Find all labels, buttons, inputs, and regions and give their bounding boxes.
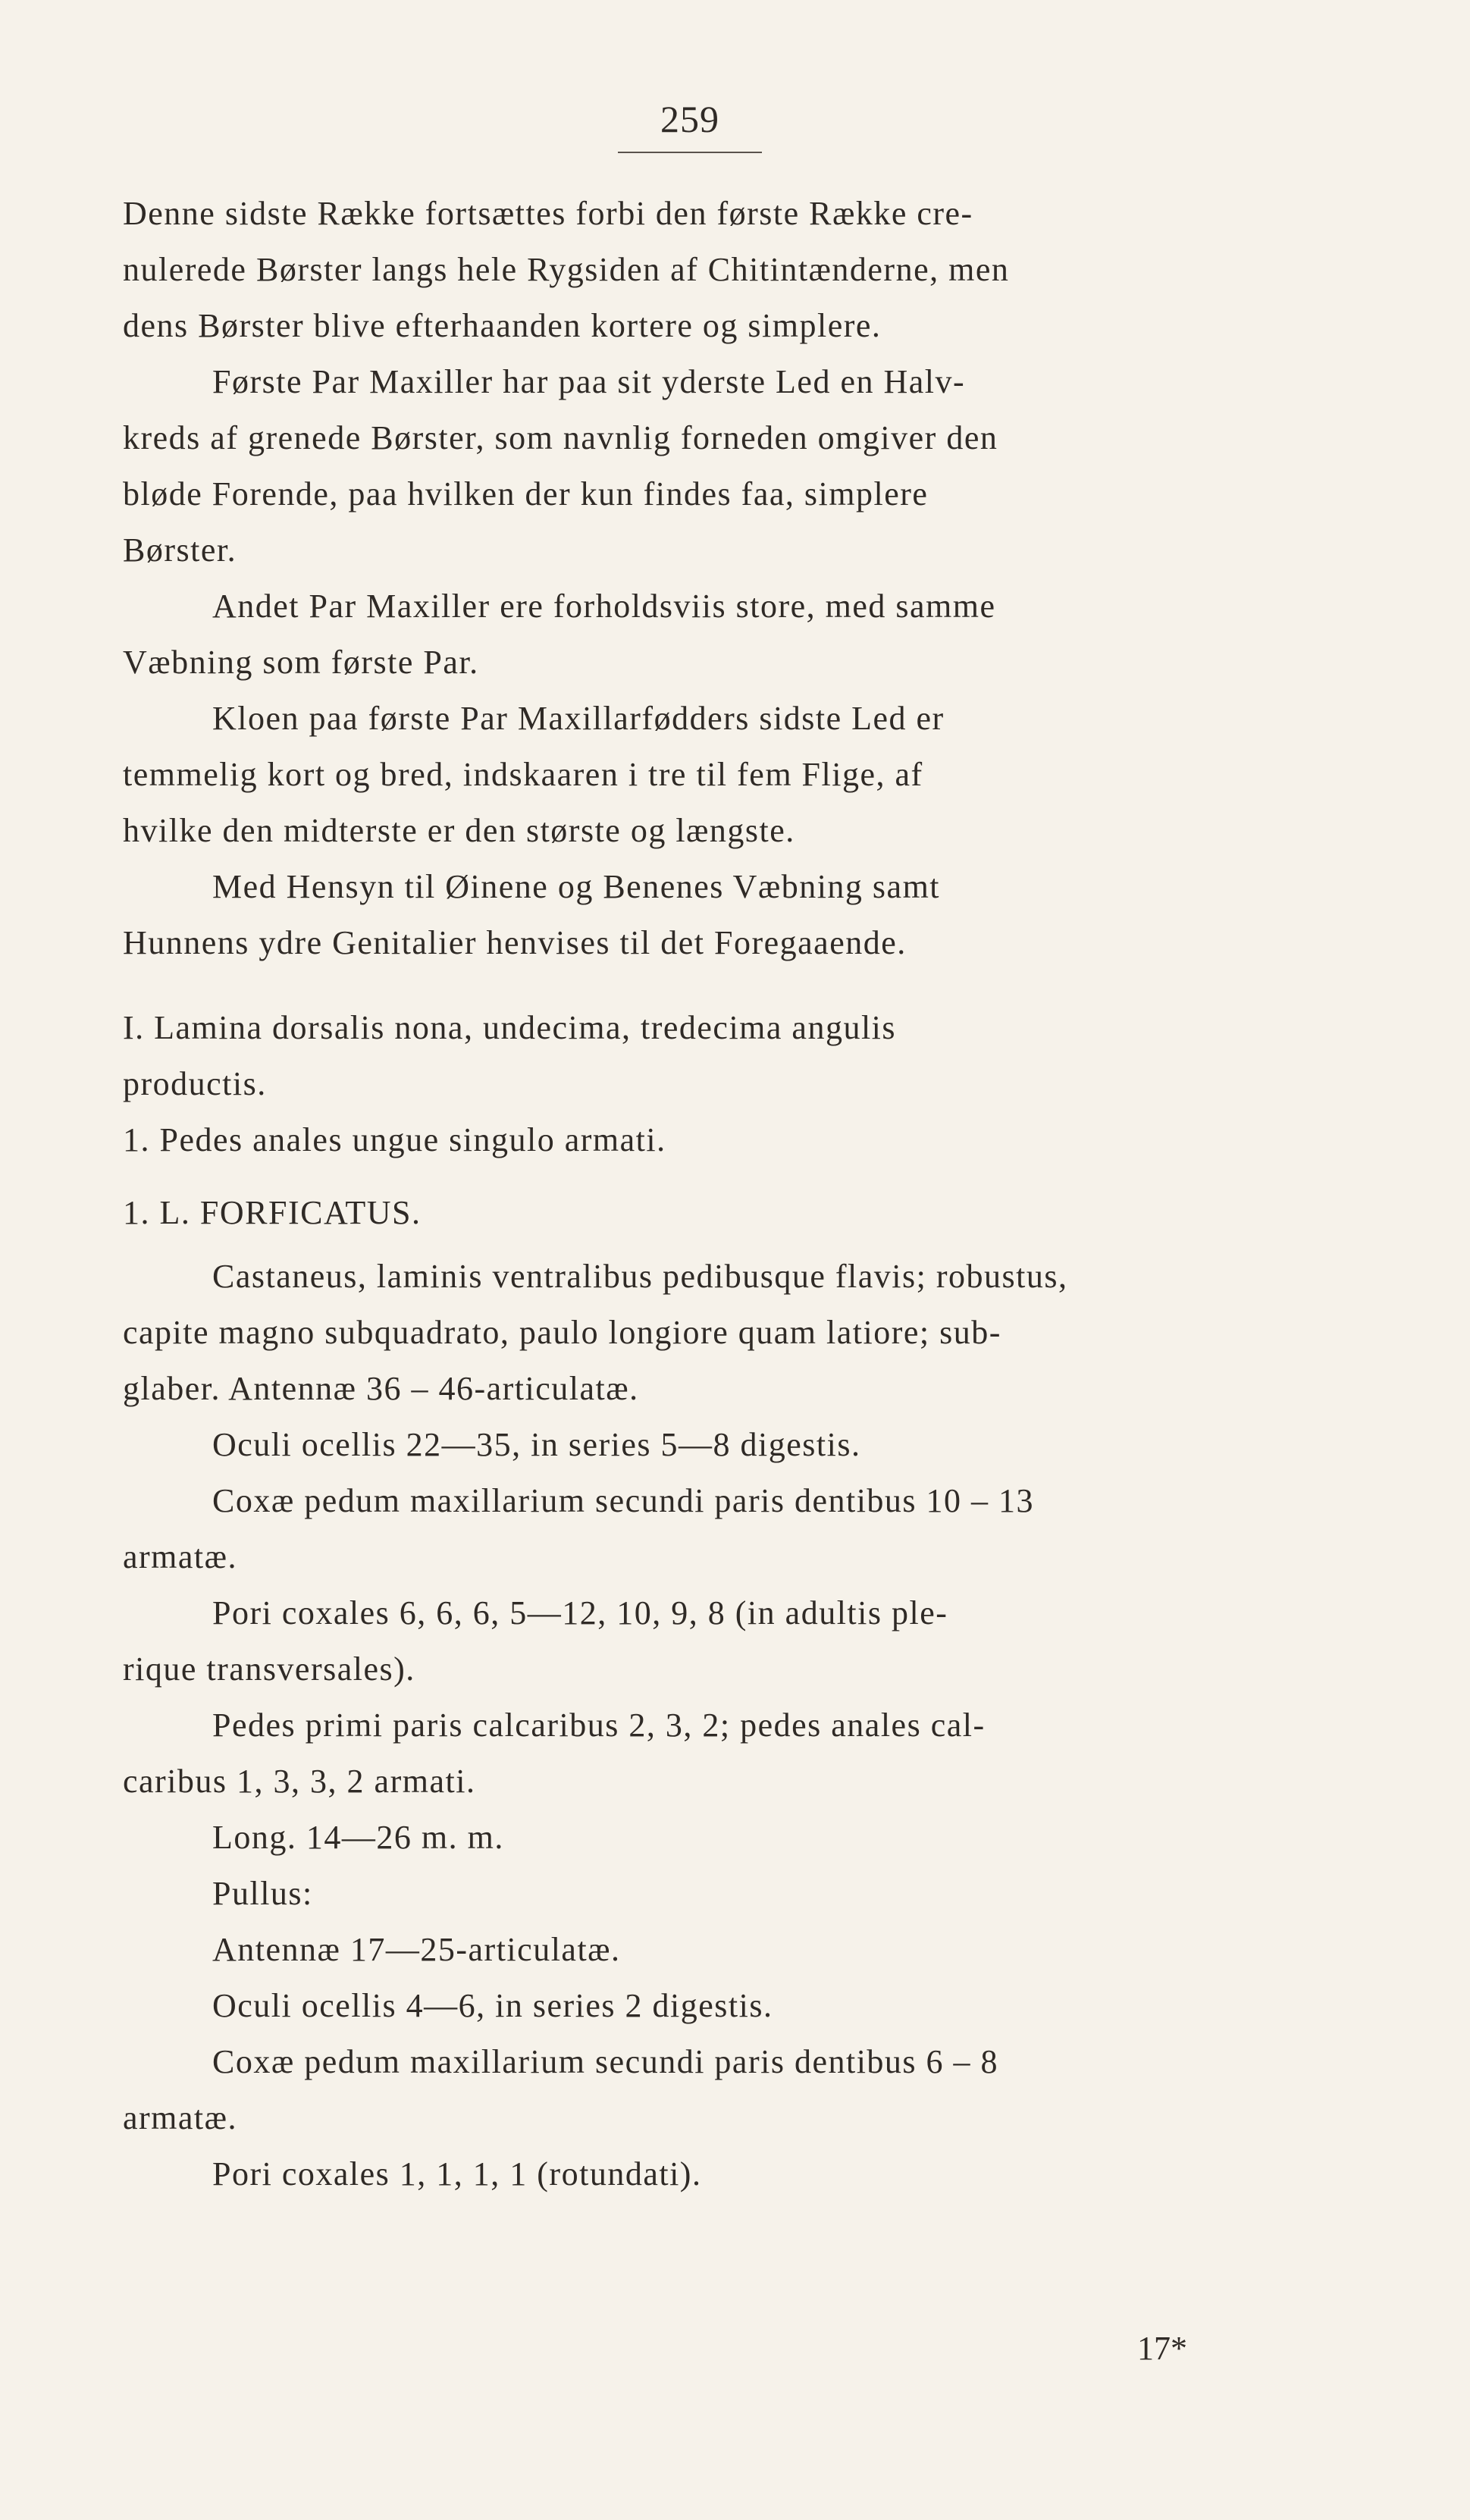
pullus-2: Oculi ocellis 4—6, in series 2 digestis. [212,1987,773,2024]
paragraph-4: Kloen paa første Par Maxillarfødders sidste Led er temmelig kort og bred, indskaaren i tre til fem Flige, af hvilke den midterste er den største og længste. [123,700,945,849]
section-spacer [123,971,1264,1000]
signature-mark: 17* [1137,2330,1187,2367]
pullus-label: Pullus: [212,1875,313,1912]
species-heading: 1. L. FORFICATUS. [123,1194,422,1231]
section-heading: I. Lamina dorsalis nona, undecima, tredecima angulis [123,1009,897,1046]
description-1: Castaneus, laminis ventralibus pedibusque flavis; robustus, capite magno subquadrato, paulo longiore quam latiore; sub- glaber. Antennæ 36 – 46-articulatæ. [123,1258,1068,1407]
description-3: Coxæ pedum maxillarium secundi paris dentibus 10 – 13 armatæ. [123,1482,1035,1575]
description-2: Oculi ocellis 22—35, in series 5—8 digestis. [212,1426,861,1463]
pullus-1: Antennæ 17—25-articulatæ. [212,1931,621,1968]
page-number: 259 [660,98,719,140]
paragraph-5: Med Hensyn til Øinene og Benenes Væbning samt Hunnens ydre Genitalier henvises til det Foregaaende. [123,868,941,961]
pullus-3: Coxæ pedum maxillarium secundi paris dentibus 6 – 8 armatæ. [123,2043,999,2136]
species-spacer [123,1168,1264,1185]
desc-spacer [123,1241,1264,1249]
paragraph-1: Denne sidste Række fortsættes forbi den første Række cre- nulerede Børster langs hele Rygsiden af Chitintænderne, men dens Børster blive efterhaanden kortere og simplere. [123,195,1010,344]
page-number-rule [618,152,762,153]
paragraph-2: Første Par Maxiller har paa sit yderste Led en Halv- kreds af grenede Børster, som navnlig forneden omgiver den bløde Forende, paa hvilken der kun findes faa, simplere Børster. [123,363,998,569]
description-6: Long. 14—26 m. m. [212,1819,504,1856]
pullus-4: Pori coxales 1, 1, 1, 1 (rotundati). [212,2155,702,2192]
description-5: Pedes primi paris calcaribus 2, 3, 2; pedes anales cal- caribus 1, 3, 3, 2 armati. [123,1707,986,1800]
description-4: Pori coxales 6, 6, 6, 5—12, 10, 9, 8 (in adultis ple- rique transversales). [123,1594,948,1688]
section-heading-continued: productis. [123,1065,267,1102]
body-text [123,186,1264,2202]
subsection-heading: 1. Pedes anales ungue singulo armati. [123,1121,666,1158]
paragraph-3: Andet Par Maxiller ere forholdsviis store, med samme Væbning som første Par. [123,588,996,681]
